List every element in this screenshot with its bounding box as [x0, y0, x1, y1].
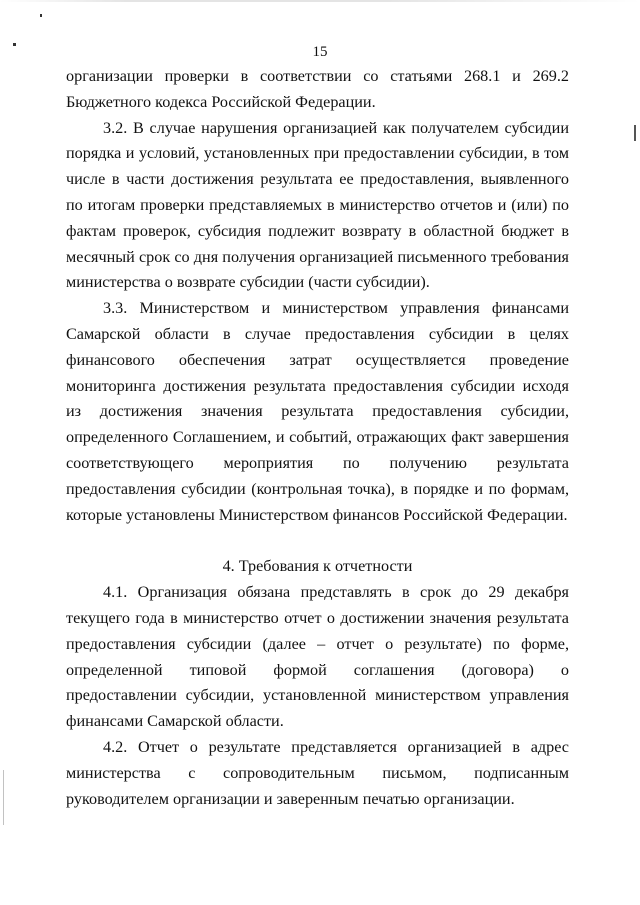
scan-margin-mark [634, 125, 636, 141]
paragraph-3-2: 3.2. В случае нарушения организацией как получателем субсидии порядка и условий, установленных при предоставлении субсидии, в том числе в части достижения результата ее предоставления, выявленного по итогам проверки представляемых в министерство отчетов и (или) по фактам проверок, субсидия подлежит возврату в областной бюджет в месячный срок со дня получения организацией письменного требования министерства о возврате субсидии (части субсидии). [66, 118, 569, 292]
paragraph-4-2: 4.2. Отчет о результате представляется организацией в адрес министерства с сопроводительным письмом, подписанным руководителем организации и заверенным печатью организации. [66, 737, 569, 808]
document-body [66, 64, 569, 812]
section-heading: 4. Требования к отчетности [222, 557, 413, 576]
page-number: 15 [312, 44, 328, 60]
scan-artifact-dot [40, 14, 42, 17]
paragraph-3-3: 3.3. Министерством и министерством управления финансами Самарской области в случае предоставления субсидии в целях финансового обеспечения затрат осуществляется проведение мониторинга достижения результата предоставления субсидии исходя из достижения значения результата предоставления субсидии, определенного Соглашением, и событий, отражающих факт завершения соответствующего мероприятия по получению результата предоставления субсидии (контрольная точка), в порядке и по формам, которые установлены Министерством финансов Российской Федерации. [66, 299, 569, 524]
scan-top-edge [0, 0, 640, 2]
scan-left-edge [3, 770, 4, 825]
paragraph-4-1: 4.1. Организация обязана представлять в срок до 29 декабря текущего года в министерство отчет о достижении значения результата предоставления субсидии (далее – отчет о результате) по форме, определенной типовой формой соглашения (договора) о предоставлении субсидии, установленной министерством управления финансами Самарской области. [66, 583, 569, 731]
paragraph-continuation: организации проверки в соответствии со статьями 268.1 и 269.2 Бюджетного кодекса Российской Федерации. [66, 67, 569, 111]
